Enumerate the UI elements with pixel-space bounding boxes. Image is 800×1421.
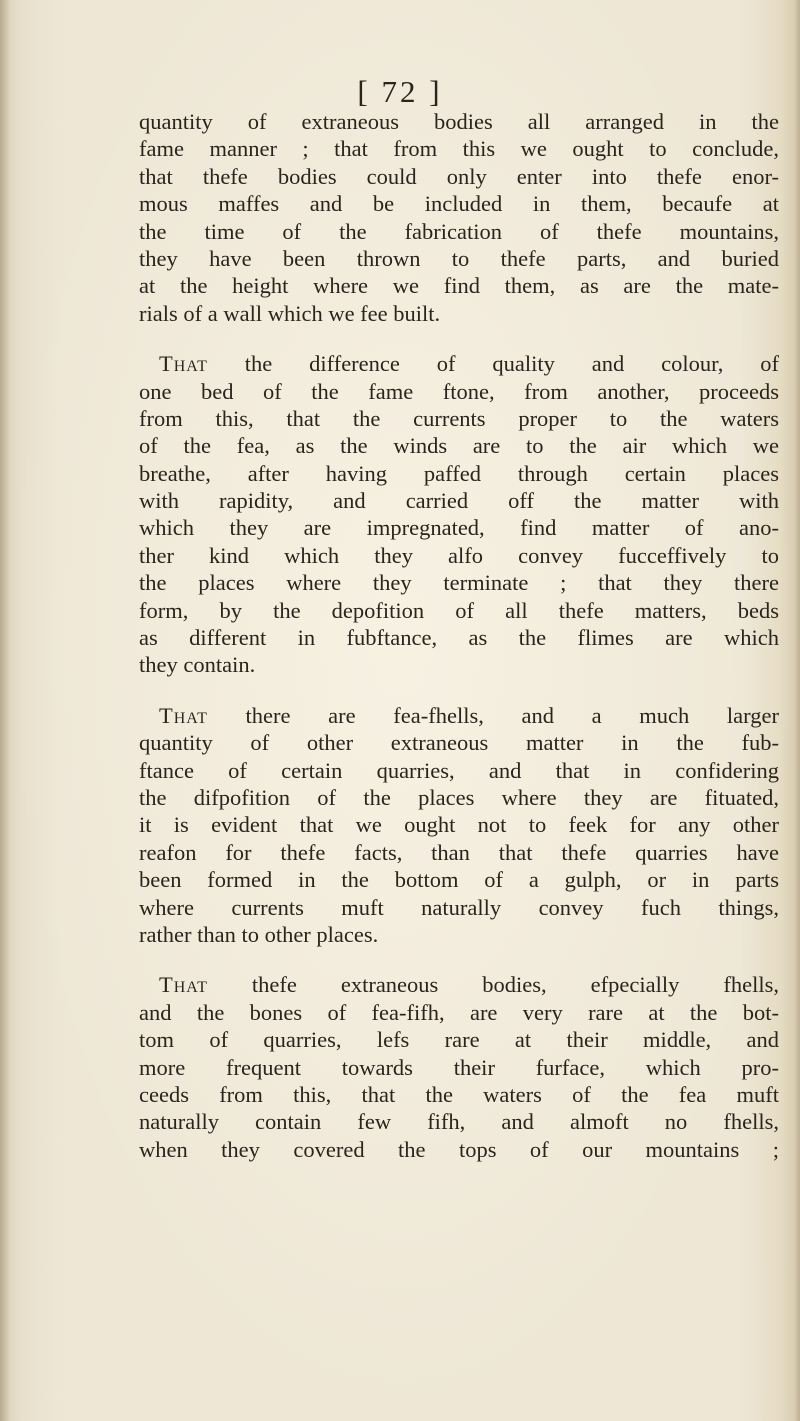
text-line: it is evident that we ought not to feek for any other	[139, 812, 779, 838]
lead-word: That	[159, 351, 208, 377]
text-line: rather than to other places.	[139, 921, 379, 947]
text-line: been formed in the bottom of a gulph, or in parts	[139, 867, 779, 893]
text-line: breathe, after having paffed through certain places	[139, 460, 779, 486]
paragraph-first-line	[139, 350, 779, 377]
text-line: reafon for thefe facts, than that thefe quarries have	[139, 839, 779, 865]
text-line: they contain.	[139, 652, 256, 678]
text-line: the difpofition of the places where they are fituated,	[139, 784, 779, 810]
text-line: quantity of extraneous bodies all arranged in the	[139, 109, 779, 134]
paragraph-3	[139, 702, 779, 949]
paragraph-1	[139, 108, 779, 327]
text-line: and the bones of fea-fifh, are very rare at the bot-	[139, 999, 779, 1025]
first-line-rest: thefe extraneous bodies, efpecially fhells,	[207, 972, 779, 998]
text-line: which they are impregnated, find matter of ano-	[139, 515, 779, 541]
text-line: tom of quarries, lefs rare at their middle, and	[139, 1027, 779, 1053]
text-line: where currents muft naturally convey fuch things,	[139, 894, 779, 920]
paragraph-2	[139, 350, 779, 679]
text-line: quantity of other extraneous matter in the fub-	[139, 730, 779, 756]
text-line: with rapidity, and carried off the matter with	[139, 488, 779, 514]
text-line: as different in fubftance, as the flimes are which	[139, 625, 779, 651]
text-line: one bed of the fame ftone, from another, proceeds	[139, 378, 779, 404]
text-line: when they covered the tops of our mountains ;	[139, 1136, 779, 1162]
first-line-rest: there are fea-fhells, and a much larger	[207, 702, 779, 728]
page-number: [ 72 ]	[357, 74, 443, 109]
lead-word: That	[159, 972, 208, 998]
paragraph-4	[139, 971, 779, 1163]
text-line: ftance of certain quarries, and that in confidering	[139, 757, 779, 783]
text-line: mous maffes and be included in them, becaufe at	[139, 191, 779, 217]
text-line: fame manner ; that from this we ought to conclude,	[139, 136, 779, 162]
text-line: from this, that the currents proper to the waters	[139, 405, 779, 431]
text-line: that thefe bodies could only enter into thefe enor-	[139, 163, 779, 189]
first-line-rest: the difference of quality and colour, of	[207, 351, 779, 377]
text-line: ceeds from this, that the waters of the fea muft	[139, 1081, 779, 1107]
paragraph-first-line	[139, 702, 779, 729]
text-line: naturally contain few fifh, and almoft no fhells,	[139, 1109, 779, 1135]
gutter-shadow	[0, 0, 10, 1421]
text-line: rials of a wall which we fee built.	[139, 300, 441, 326]
text-line: of the fea, as the winds are to the air which we	[139, 433, 779, 459]
text-line: ther kind which they alfo convey fucceffively to	[139, 542, 779, 568]
lead-word: That	[159, 702, 208, 728]
body-text	[139, 108, 779, 1186]
text-line: more frequent towards their furface, which pro-	[139, 1054, 779, 1080]
text-line: the time of the fabrication of thefe mountains,	[139, 218, 779, 244]
paragraph-first-line	[139, 971, 779, 998]
text-line: at the height where we find them, as are the mate-	[139, 273, 779, 299]
text-line: form, by the depofition of all thefe matters, beds	[139, 597, 779, 623]
page-edge	[794, 0, 800, 1421]
text-line: the places where they terminate ; that they there	[139, 570, 779, 596]
text-line: they have been thrown to thefe parts, and buried	[139, 245, 779, 271]
